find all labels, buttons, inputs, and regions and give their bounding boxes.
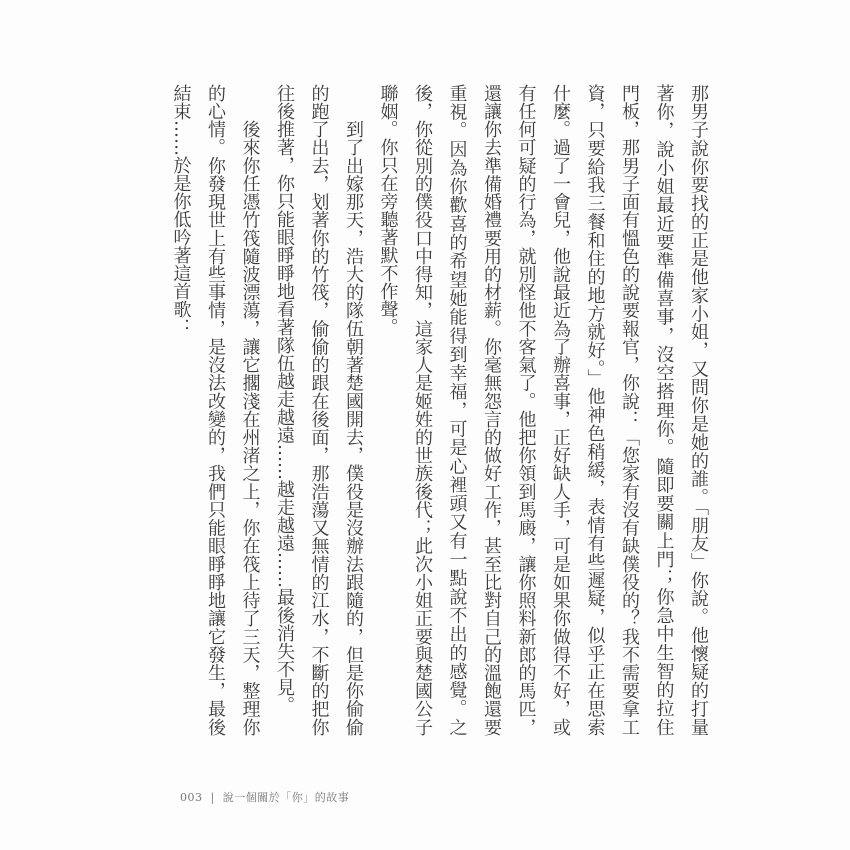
text-column: 聯姻。你只在旁聽著默不作聲。 (377, 84, 399, 336)
footer-separator: | (210, 791, 215, 804)
text-column: 的心情。你發現世上有些事情，是沒法改變的，我們只能眼睜睜地讓它發生，最後 (205, 84, 226, 736)
text-column: 有任何可疑的行為，就別怪他不客氣了。他把你領到馬廄，讓你照料新郎的馬匹， (515, 84, 537, 736)
text-column: 後，你從別的僕役口中得知，這家人是姬姓的世族後代；此次小姐正要與楚國公子 (412, 84, 433, 736)
page-footer (180, 789, 349, 805)
vertical-text-body (170, 84, 715, 736)
text-column: 那男子說你要找的正是他家小姐，又問你是她的誰。「朋友」你說。他懷疑的打量 (688, 84, 709, 736)
text-column: 著你，說小姐最近要準備喜事，沒空搭理你。隨即要關上門；你急中生智的拉住 (653, 84, 675, 736)
text-column: 的跑了出去，划著你的竹筏，偷偷的跟在後面，那浩蕩又無情的江水，不斷的把你 (308, 84, 330, 736)
page-number: 003 (180, 791, 203, 804)
text-column: 門板，那男子面有慍色的說要報官，你說：「您家有沒有缺僕役的？我不需要拿工 (619, 84, 640, 736)
text-column: 後來你任憑竹筏隨波漂蕩，讓它擱淺在州渚之上，你在筏上待了三天，整理你 (239, 84, 261, 736)
text-column: 結束……於是你低吟著這首歌： (170, 84, 192, 336)
text-column: 重視。因為你歡喜的希望她能得到幸福，可是心裡頭又有一點說不出的感覺。之 (446, 84, 468, 736)
text-column: 到了出嫁那天，浩大的隊伍朝著楚國開去，僕役是沒辦法跟隨的，但是你偷偷 (343, 84, 364, 736)
text-column: 往後推著，你只能眼睜睜地看著隊伍越走越遠……越走越遠……最後消失不見。 (274, 84, 295, 714)
text-column: 資，只要給我三餐和住的地方就好。」他神色稍緩，表情有些遲疑，似乎正在思索 (584, 84, 606, 736)
text-column: 還讓你去準備婚禮要用的材薪。你毫無怨言的做好工作，甚至比對自己的溫飽還要 (481, 84, 502, 736)
text-column: 什麼。過了一會兒，他說最近為了辦喜事，正好缺人手，可是如果你做得不好，或 (550, 84, 571, 736)
book-title: 說一個關於「你」的故事 (222, 791, 350, 804)
